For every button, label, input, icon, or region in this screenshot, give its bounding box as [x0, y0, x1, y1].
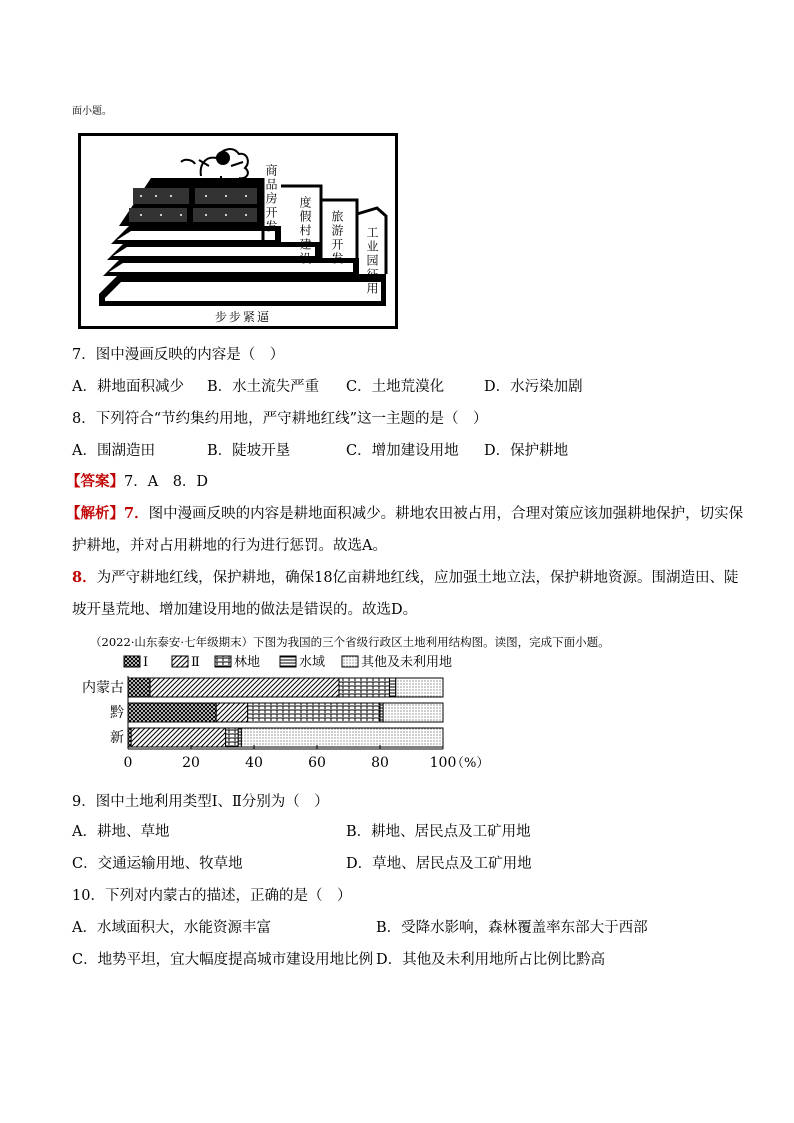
q7-stem: 7．图中漫画反映的内容是（ ） — [72, 347, 285, 363]
legend-swatch-water — [280, 656, 296, 667]
legend-swatch-type-i — [124, 656, 140, 667]
legend-swatch-forest — [215, 656, 231, 667]
bar-neimenggu-other — [396, 678, 443, 697]
legend-label-forest: 林地 — [234, 655, 261, 670]
cartoon-figure — [78, 133, 398, 329]
q10-option-d: D．其他及未利用地所占比例比黔高 — [376, 952, 606, 968]
bar-neimenggu-forest — [339, 678, 389, 697]
analysis-line-1 — [66, 504, 743, 524]
category-label-xin: 新 — [110, 730, 124, 746]
q8-option-b: B．陡坡开垦 — [207, 443, 291, 459]
chart-intro: （2022·山东泰安·七年级期末）下图为我国的三个省级行政区土地利用结构图。读图，完成下面小题。 — [90, 635, 610, 649]
bar-neimenggu-type-ii — [150, 678, 339, 697]
q9-option-c: C．交通运输用地、牧草地 — [72, 856, 243, 872]
analysis-tag: 【解析】 — [66, 505, 124, 522]
q10-option-a: A．水域面积大，水能资源丰富 — [72, 920, 271, 936]
analysis-p1-line1: 图中漫画反映的内容是耕地面积减少。耕地农田被占用，合理对策应该加强耕地保护，切实保 — [148, 506, 744, 522]
x-tick-label: 100 — [429, 755, 457, 771]
label-resort: 度假村建设 — [298, 196, 312, 266]
bar-xin-type-ii — [131, 728, 226, 747]
analysis-line-2 — [72, 568, 739, 588]
legend-swatch-other — [342, 656, 358, 667]
bar-neimenggu-type-i — [128, 678, 150, 697]
staircase-drawing — [81, 136, 395, 326]
x-tick-label: 20 — [182, 755, 200, 771]
q8-stem: 8．下列符合“节约集约用地，严守耕地红线”这一主题的是（ ） — [72, 411, 488, 427]
q9-option-b: B．耕地、居民点及工矿用地 — [346, 824, 531, 840]
top-fragment: 面小题。 — [72, 106, 112, 117]
q7-option-d: D．水污染加剧 — [484, 379, 583, 395]
bar-neimenggu-water — [389, 678, 395, 697]
bar-qian-type-i — [128, 703, 216, 722]
q7-option-a: A．耕地面积减少 — [72, 379, 184, 395]
analysis-p2-line1: 为严守耕地红线，保护耕地，确保18亿亩耕地红线，应加强土地立法，保护耕地资源。围湖造田、陡 — [96, 570, 739, 586]
land-use-chart — [70, 653, 500, 783]
analysis-p1-line2: 护耕地，并对占用耕地的行为进行惩罚。故选A。 — [72, 538, 387, 554]
legend-swatch-type-ii — [172, 656, 188, 667]
x-tick-label: 80 — [371, 755, 389, 771]
x-tick-label: 60 — [308, 755, 326, 771]
q7-option-b: B．水土流失严重 — [207, 379, 320, 395]
analysis-p2-line2: 坡开垦荒地、增加建设用地的做法是错误的。故选D。 — [72, 602, 418, 618]
bar-qian-other — [383, 703, 443, 722]
analysis-p1-num: 7． — [124, 505, 149, 522]
legend-label-type-ii: Ⅱ — [191, 655, 200, 670]
q10-stem: 10．下列对内蒙古的描述，正确的是（ ） — [72, 888, 352, 904]
x-unit-label: （%） — [451, 756, 490, 771]
bar-xin-other — [241, 728, 443, 747]
legend-label-water: 水域 — [299, 655, 326, 670]
q7-option-c: C．土地荒漠化 — [346, 379, 445, 395]
q10-option-b: B．受降水影响，森林覆盖率东部大于西部 — [376, 920, 648, 936]
bar-qian-forest — [248, 703, 380, 722]
bar-xin-forest — [226, 728, 239, 747]
q8-option-c: C．增加建设用地 — [346, 443, 459, 459]
legend-label-other: 其他及未利用地 — [361, 655, 453, 670]
chart-bars — [82, 678, 443, 747]
x-tick-label: 0 — [123, 755, 133, 771]
legend-label-type-i: Ⅰ — [143, 655, 149, 670]
category-label-qian: 黔 — [110, 705, 124, 721]
x-tick-label: 40 — [245, 755, 263, 771]
label-commercial-housing: 商品房开发 — [264, 164, 278, 234]
label-step-by-step: 步步紧逼 — [215, 310, 272, 324]
bar-qian-type-ii — [216, 703, 248, 722]
q9-option-a: A．耕地、草地 — [72, 824, 170, 840]
q9-option-d: D．草地、居民点及工矿用地 — [346, 856, 532, 872]
category-label-neimenggu: 内蒙古 — [82, 680, 124, 696]
q8-option-a: A．围湖造田 — [72, 443, 155, 459]
answer-line — [66, 472, 208, 492]
label-tourism: 旅游开发 — [330, 210, 344, 266]
q10-option-c: C．地势平坦，宜大幅度提高城市建设用地比例 — [72, 952, 374, 968]
q9-stem: 9．图中土地利用类型Ⅰ、Ⅱ分别为（ ） — [72, 794, 329, 810]
analysis-p2-num: 8． — [72, 569, 97, 586]
q8-option-d: D．保护耕地 — [484, 443, 569, 459]
label-industrial-park: 工业园征用 — [365, 226, 379, 296]
answer-text: 7．A 8．D — [124, 474, 209, 490]
chart-legend — [124, 654, 452, 670]
answer-tag: 【答案】 — [66, 473, 124, 490]
